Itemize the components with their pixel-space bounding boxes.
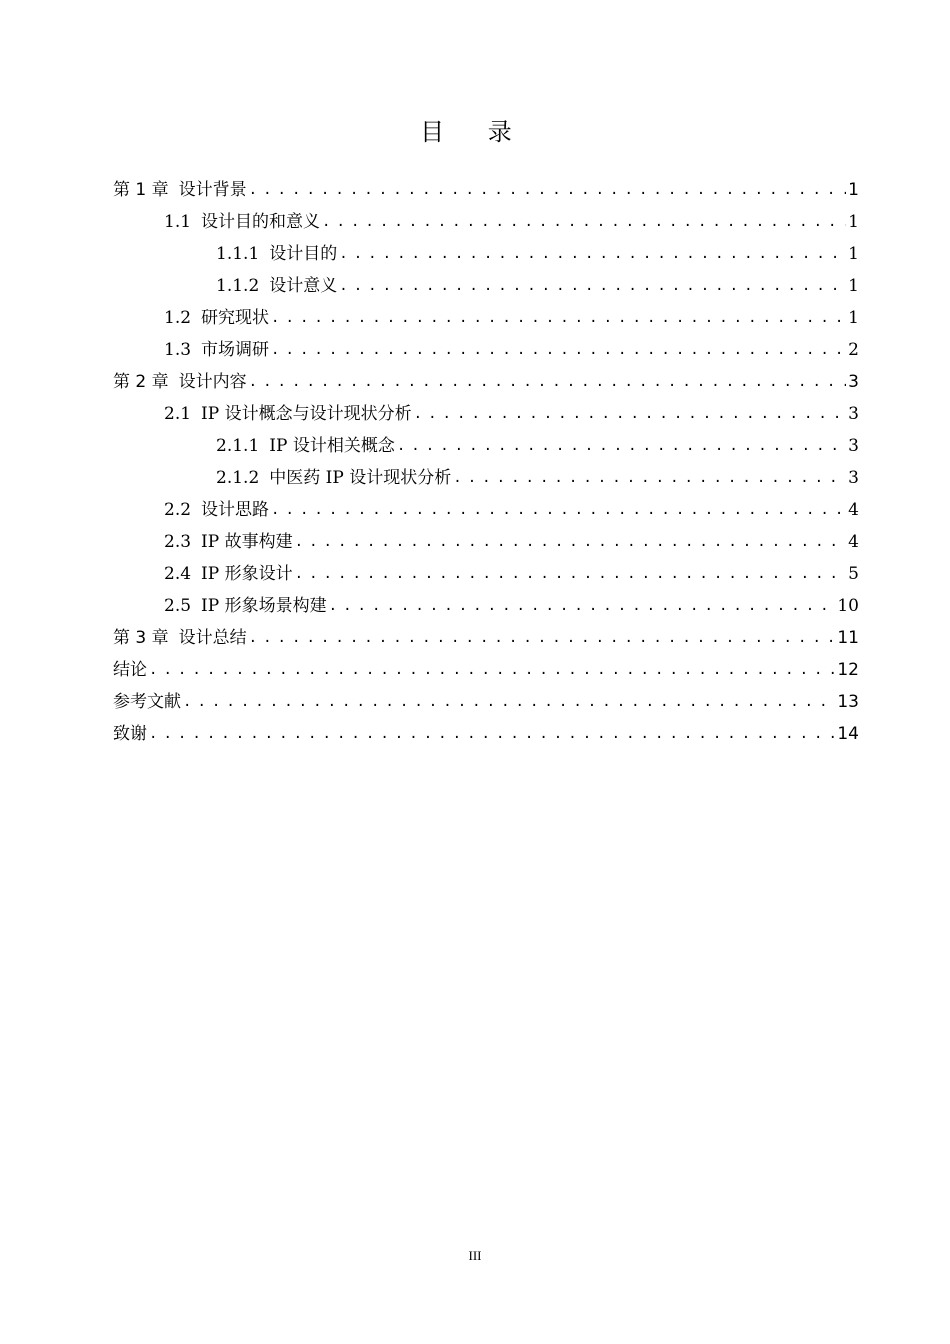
toc-dot-leader bbox=[271, 338, 846, 362]
toc-dot-leader bbox=[453, 466, 846, 490]
toc-entry-page: 1 bbox=[848, 308, 859, 328]
toc-entry-page: 1 bbox=[848, 212, 859, 232]
toc-dot-leader bbox=[249, 178, 847, 202]
toc-entry-number: 2.1.2 bbox=[216, 468, 260, 488]
toc-entry-page: 4 bbox=[848, 532, 859, 552]
toc-entry[interactable] bbox=[164, 210, 859, 234]
toc-dot-leader bbox=[295, 562, 847, 586]
toc-entry-number: 2.1.1 bbox=[216, 436, 260, 456]
toc-entry-page: 4 bbox=[848, 500, 859, 520]
toc-entry[interactable] bbox=[164, 338, 859, 362]
toc-dot-leader bbox=[249, 626, 836, 650]
toc-entry-page: 3 bbox=[848, 404, 859, 424]
toc-entry-title: 设计背景 bbox=[178, 180, 247, 200]
toc-entry-title: IP 故事构建 bbox=[201, 532, 293, 552]
toc-entry-page: 1 bbox=[848, 244, 859, 264]
toc-dot-leader bbox=[322, 210, 846, 234]
toc-entry[interactable] bbox=[113, 690, 859, 714]
toc-dot-leader bbox=[339, 242, 846, 266]
toc-entry-title: 研究现状 bbox=[201, 308, 270, 328]
toc-entry-title: 参考文献 bbox=[113, 692, 181, 712]
toc-entry-title: IP 形象场景构建 bbox=[201, 596, 327, 616]
toc-entry-number: 1.1.2 bbox=[216, 276, 260, 296]
toc-dot-leader bbox=[329, 594, 836, 618]
toc-entry[interactable] bbox=[164, 594, 859, 618]
toc-entry-number: 1.2 bbox=[164, 308, 192, 328]
toc-dot-leader bbox=[397, 434, 846, 458]
toc-entry-page: 3 bbox=[848, 372, 859, 392]
toc-entry-title: 设计目的和意义 bbox=[201, 212, 321, 232]
toc-entry-title: 结论 bbox=[113, 660, 147, 680]
toc-dot-leader bbox=[295, 530, 847, 554]
toc-entry-title: IP 设计相关概念 bbox=[269, 436, 395, 456]
toc-dot-leader bbox=[414, 402, 847, 426]
page-number: III bbox=[468, 1248, 482, 1263]
toc-entry-title: 市场调研 bbox=[201, 340, 270, 360]
toc-entry-title: 设计思路 bbox=[201, 500, 270, 520]
toc-entry-title: 设计内容 bbox=[178, 372, 247, 392]
toc-entry-page: 14 bbox=[837, 724, 859, 744]
toc-entry-number: 1.3 bbox=[164, 340, 192, 360]
toc-entry[interactable] bbox=[164, 530, 859, 554]
toc-dot-leader bbox=[271, 306, 846, 330]
toc-entry[interactable] bbox=[216, 434, 859, 458]
toc-entry[interactable] bbox=[216, 242, 859, 266]
toc-entry-page: 2 bbox=[848, 340, 859, 360]
toc-entry-number: 2.3 bbox=[164, 532, 192, 552]
toc-entry[interactable] bbox=[216, 274, 859, 298]
toc-entry-title: 设计意义 bbox=[269, 276, 338, 296]
toc-entry[interactable] bbox=[216, 466, 859, 490]
toc-entry-number: 2.4 bbox=[164, 564, 192, 584]
toc-entry-page: 5 bbox=[848, 564, 859, 584]
toc-entry[interactable] bbox=[113, 178, 859, 202]
toc-entry[interactable] bbox=[164, 498, 859, 522]
toc-entry[interactable] bbox=[164, 306, 859, 330]
toc-entry[interactable] bbox=[113, 722, 859, 746]
toc-entry-number: 第 1 章 bbox=[113, 180, 169, 200]
toc-entry-title: IP 设计概念与设计现状分析 bbox=[201, 404, 412, 424]
toc-entry-page: 1 bbox=[848, 180, 859, 200]
toc-entry-number: 第 3 章 bbox=[113, 628, 169, 648]
toc-entry-number: 2.5 bbox=[164, 596, 192, 616]
toc-entry-page: 12 bbox=[837, 660, 859, 680]
toc-title: 目 录 bbox=[420, 118, 530, 146]
toc-entry-page: 10 bbox=[837, 596, 859, 616]
toc-entry[interactable] bbox=[113, 626, 859, 650]
toc-entry-number: 2.2 bbox=[164, 500, 192, 520]
toc-entry-title: 中医药 IP 设计现状分析 bbox=[269, 468, 452, 488]
toc-entry-page: 13 bbox=[837, 692, 859, 712]
toc-entry-page: 1 bbox=[848, 276, 859, 296]
toc-entry-title: 设计总结 bbox=[178, 628, 247, 648]
toc-dot-leader bbox=[149, 658, 835, 682]
toc-entry-page: 3 bbox=[848, 468, 859, 488]
toc-entry-page: 11 bbox=[837, 628, 859, 648]
toc-dot-leader bbox=[149, 722, 835, 746]
toc-entry-title: IP 形象设计 bbox=[201, 564, 293, 584]
toc-entry-number: 1.1 bbox=[164, 212, 192, 232]
toc-entry-number: 第 2 章 bbox=[113, 372, 169, 392]
toc-dot-leader bbox=[183, 690, 835, 714]
toc-entry-number: 1.1.1 bbox=[216, 244, 260, 264]
toc-dot-leader bbox=[271, 498, 846, 522]
toc-entry-page: 3 bbox=[848, 436, 859, 456]
toc-dot-leader bbox=[339, 274, 846, 298]
toc-entry[interactable] bbox=[164, 402, 859, 426]
toc-entry-number: 2.1 bbox=[164, 404, 192, 424]
toc-entry[interactable] bbox=[113, 658, 859, 682]
toc-entry-title: 设计目的 bbox=[269, 244, 338, 264]
toc-entry-title: 致谢 bbox=[113, 724, 147, 744]
toc-dot-leader bbox=[249, 370, 847, 394]
toc-entry[interactable] bbox=[164, 562, 859, 586]
toc-entry[interactable] bbox=[113, 370, 859, 394]
